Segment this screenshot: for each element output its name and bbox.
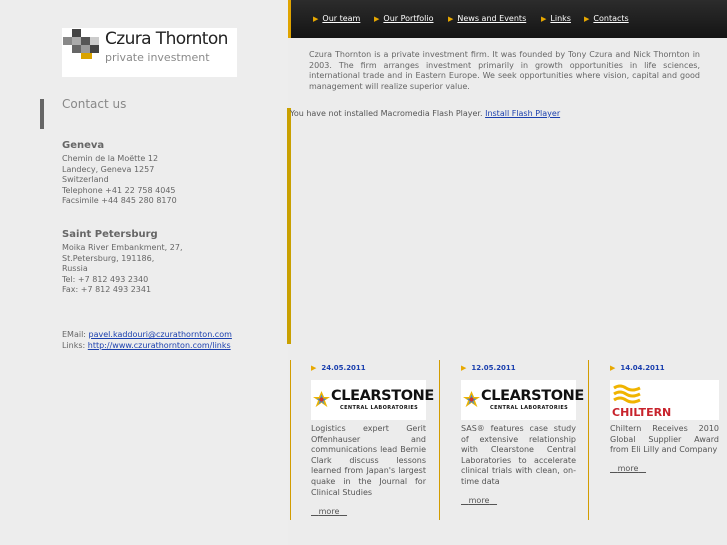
clearstone-name: CLEARSTONE (481, 388, 584, 404)
nav-our-portfolio[interactable] (374, 14, 434, 23)
address-line: Russia (62, 264, 88, 274)
address-line: Chemin de la Moëtte 12 (62, 154, 159, 163)
more-label: more (318, 507, 340, 516)
news-logo-chiltern[interactable] (610, 380, 719, 420)
more-label: more (617, 464, 639, 473)
nav-our-team[interactable] (313, 14, 360, 23)
email-row (62, 330, 232, 341)
clearstone-logo (313, 388, 434, 414)
nav-links[interactable] (541, 14, 571, 23)
more-label: more (468, 496, 490, 505)
clearstone-sub: CENTRAL LABORATORIES (490, 405, 569, 411)
intro-text: Czura Thornton is a private investment firm. It was founded by Tony Czura and Nick Thornton in 2003. The firm arranges investment primarily in growth opportunities in life sciences, international trade and in Eastern Europe. We seek opportunities where vision, capital and good management will realize superior value. (309, 50, 700, 91)
contact-title: Contact us (62, 97, 127, 111)
news-text: Chiltern Receives 2010 Global Supplier Award from Eli Lilly and Company (610, 424, 719, 455)
news-date (461, 364, 516, 372)
nav-contacts[interactable] (584, 14, 629, 23)
wave-logo-icon (612, 382, 642, 406)
triangle-right-icon: ▶ (448, 15, 454, 23)
flash-message (290, 109, 560, 118)
news-text: SAS® features case study of extensive relationship with Clearstone Central Laboratories to accelerate clinical trials with clean, on-time data (461, 424, 576, 486)
news-logo-clearstone[interactable] (461, 380, 584, 420)
company-logo[interactable] (62, 28, 237, 77)
contact-accent-bar (40, 99, 44, 129)
nav-label: News and Events (457, 14, 527, 23)
star-logo-icon (463, 391, 480, 408)
office-address-geneva (62, 154, 177, 207)
logo-mark-icon (63, 29, 100, 59)
news-date (311, 364, 366, 372)
triangle-right-icon: ▶ (610, 364, 616, 372)
nav-label: Our team (322, 14, 361, 23)
top-nav (288, 0, 727, 38)
news-divider (290, 360, 291, 520)
contact-links (62, 330, 232, 351)
address-line: Switzerland (62, 175, 109, 185)
address-line: Fax: +7 812 493 2341 (62, 285, 152, 295)
news-divider (588, 360, 589, 520)
news-date-text: 14.04.2011 (620, 364, 665, 372)
clearstone-sub: CENTRAL LABORATORIES (340, 405, 419, 411)
address-line: St.Petersburg, 191186, (62, 253, 155, 263)
clearstone-logo (463, 388, 584, 414)
office-address-stpetersburg (62, 243, 183, 296)
triangle-right-icon: ▶ (311, 364, 317, 372)
clearstone-name: CLEARSTONE (331, 388, 434, 404)
news-text: Logistics expert Gerit Offenhauser and communications lead Bernie Clark discuss lessons learned from Japan's largest quake in the Journal for Clinical Studies (311, 424, 426, 497)
address-line: Facsimile +44 845 280 8170 (62, 196, 177, 206)
links-label: Links: (62, 340, 86, 350)
news-logo-clearstone[interactable] (311, 380, 434, 420)
news-date-text: 24.05.2011 (321, 364, 366, 372)
logo-subtitle: private investment (105, 51, 210, 64)
links-url[interactable]: http://www.czurathornton.com/links (87, 340, 231, 350)
triangle-right-icon: ▶ (584, 15, 590, 23)
address-line: Telephone +41 22 758 4045 (62, 185, 176, 195)
email-link[interactable]: pavel.kaddouri@czurathornton.com (88, 330, 232, 339)
news-date-text: 12.05.2011 (471, 364, 516, 372)
email-label: EMail: (62, 330, 86, 339)
chiltern-name: CHILTERN (612, 406, 672, 419)
address-line: Tel: +7 812 493 2340 (62, 274, 149, 284)
left-column (0, 0, 288, 545)
nav-label: Our Portfolio (383, 14, 434, 23)
install-flash-link[interactable]: Install Flash Player (485, 109, 561, 118)
triangle-right-icon: ▶ (374, 15, 380, 23)
news-more-link[interactable] (610, 464, 646, 473)
logo-name: Czura Thornton (105, 29, 228, 49)
address-line: Landecy, Geneva 1257 (62, 164, 155, 174)
office-city-stpetersburg: Saint Petersburg (62, 229, 158, 240)
links-row (62, 341, 232, 352)
nav-news-and-events[interactable] (448, 14, 526, 23)
news-divider (439, 360, 440, 520)
nav-label: Contacts (593, 14, 629, 23)
office-city-geneva: Geneva (62, 140, 105, 151)
flash-accent-line (287, 108, 291, 344)
news-date (610, 364, 665, 372)
address-line: Moika River Embankment, 27, (62, 243, 183, 252)
star-logo-icon (313, 391, 330, 408)
triangle-right-icon: ▶ (541, 15, 547, 23)
news-more-link[interactable] (461, 496, 497, 505)
triangle-right-icon: ▶ (313, 15, 319, 23)
nav-label: Links (550, 14, 571, 23)
triangle-right-icon: ▶ (461, 364, 467, 372)
news-more-link[interactable] (311, 507, 347, 516)
flash-message-text: You have not installed Macromedia Flash Player. (290, 109, 483, 118)
